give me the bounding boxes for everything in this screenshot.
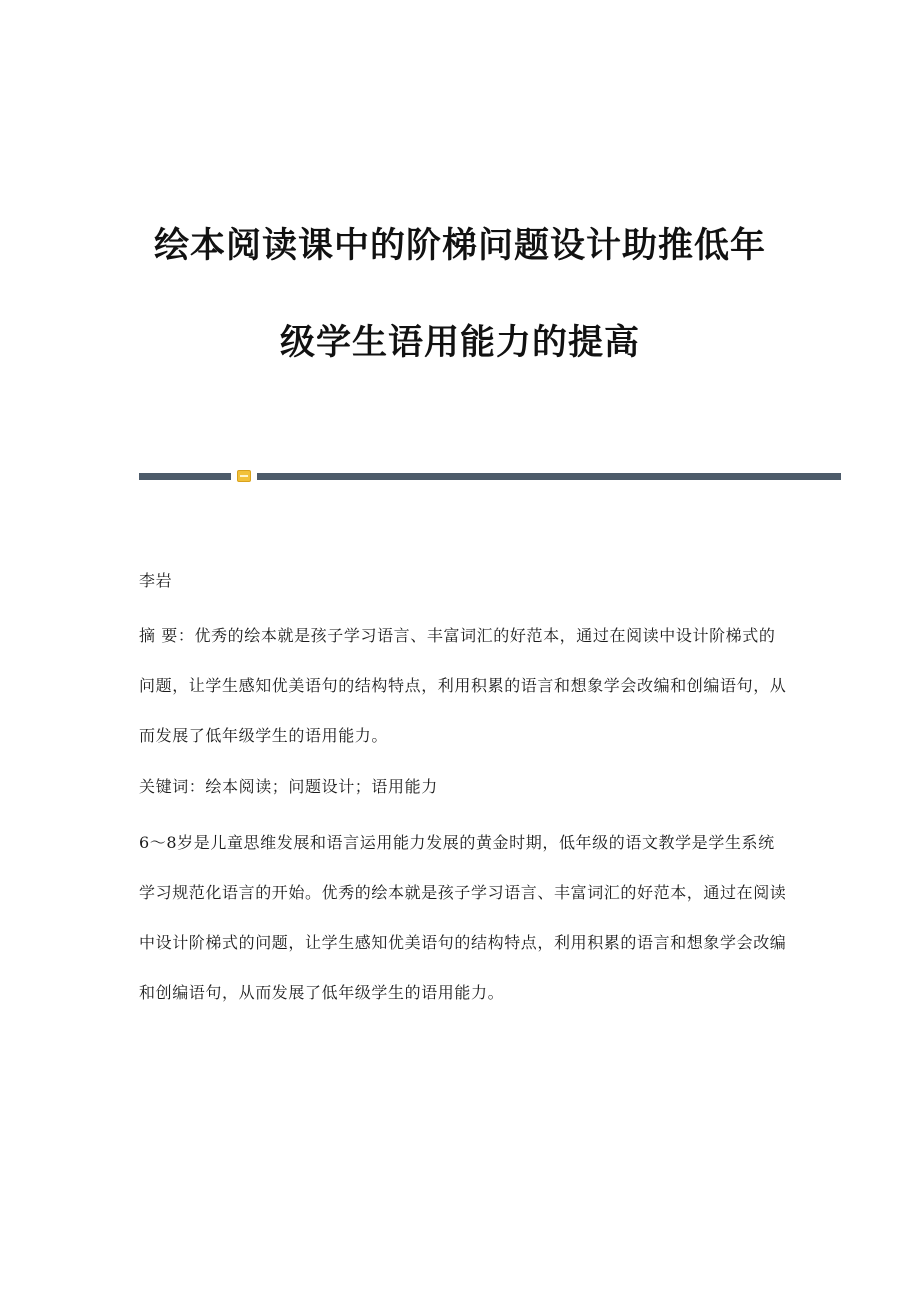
title-divider xyxy=(139,470,841,482)
divider-bar-left xyxy=(139,473,231,480)
document-title-line-2: 级学生语用能力的提高 xyxy=(279,323,640,363)
divider-bar-right xyxy=(257,473,841,480)
author-name: 李岩 xyxy=(139,571,173,590)
abstract-paragraph: 摘 要：优秀的绘本就是孩子学习语言、丰富词汇的好范本，通过在阅读中设计阶梯式的问题，让学生感知优美语句的结构特点，利用积累的语言和想象学会改编和创编语句，从而发展了低年级学生的语用能力。 xyxy=(139,626,787,745)
document-title-line-1: 绘本阅读课中的阶梯问题设计助推低年 xyxy=(153,226,766,266)
body-paragraph: 6～8岁是儿童思维发展和语言运用能力发展的黄金时期，低年级的语文教学是学生系统学习规范化语言的开始。优秀的绘本就是孩子学习语言、丰富词汇的好范本，通过在阅读中设计阶梯式的问题，让学生感知优美语句的结构特点，利用积累的语言和想象学会改编和创编语句，从而发展了低年级学生的语用能力。 xyxy=(139,833,787,1002)
divider-ornament-icon xyxy=(237,470,251,482)
keywords-line: 关键词：绘本阅读；问题设计；语用能力 xyxy=(139,777,438,796)
